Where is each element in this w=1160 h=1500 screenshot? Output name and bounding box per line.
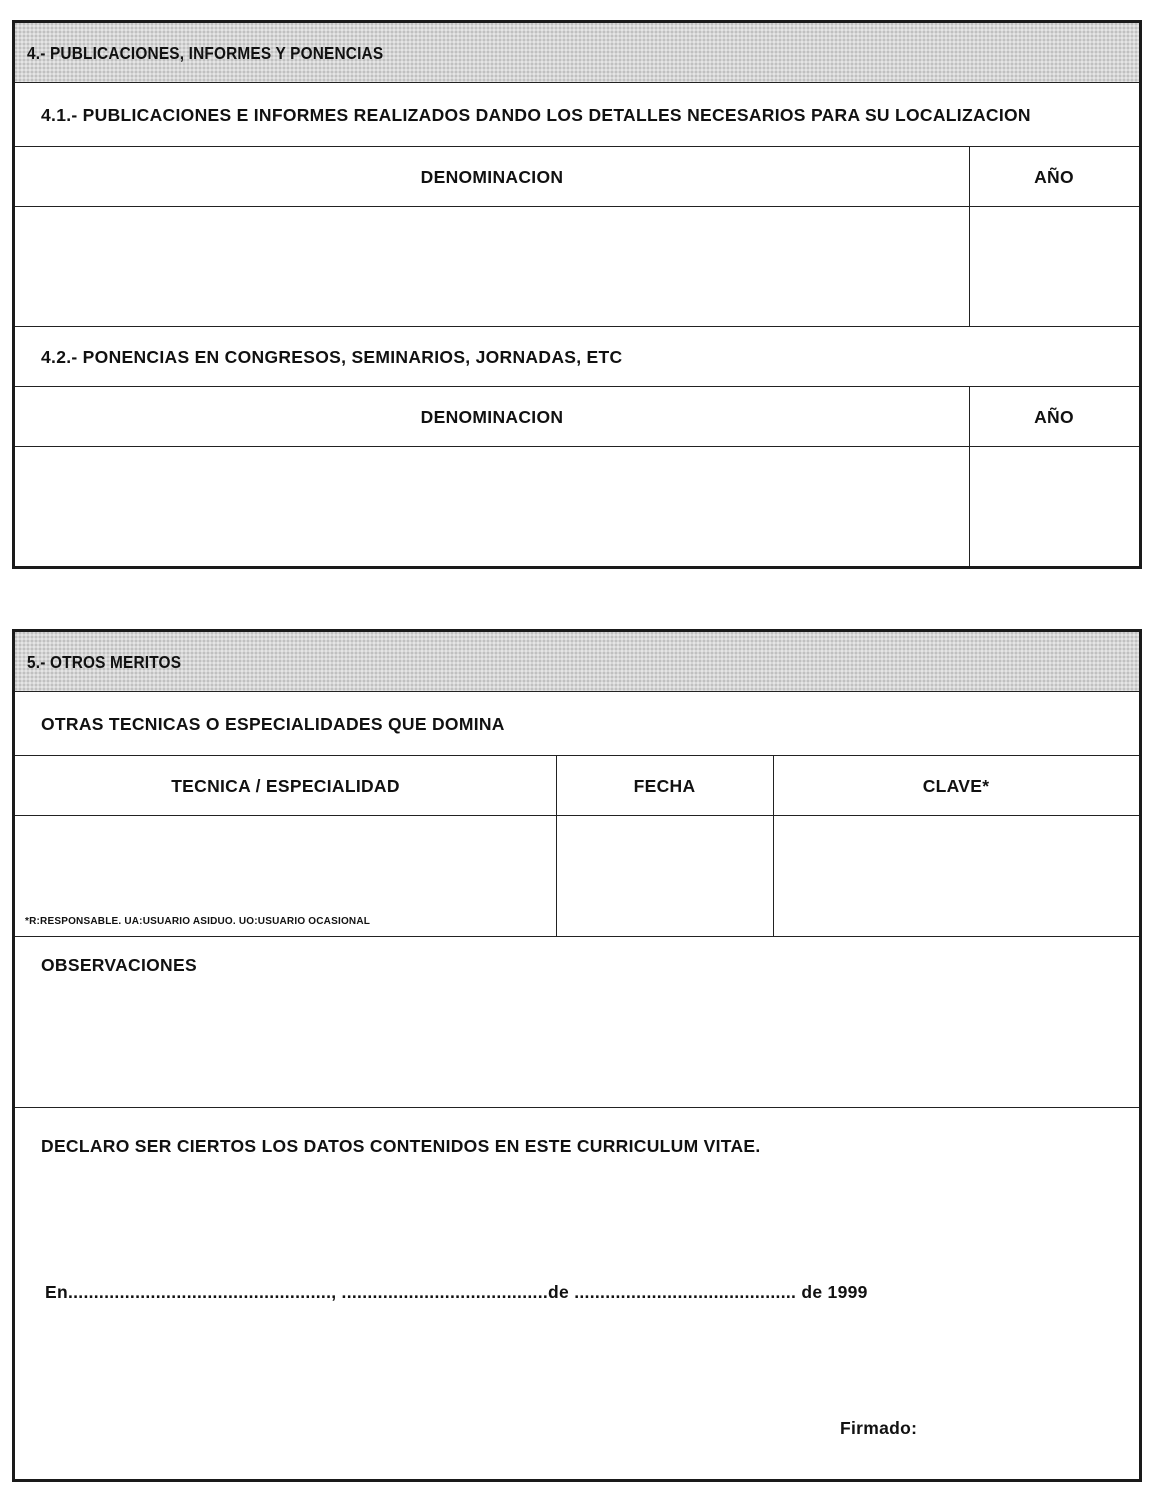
subsection-4-2-header bbox=[15, 327, 1139, 387]
tecnicas-column-header bbox=[15, 756, 1139, 816]
column-divider bbox=[969, 447, 970, 566]
denominacion-header: DENOMINACION bbox=[420, 167, 564, 187]
subsection-4-1-header bbox=[15, 83, 1139, 147]
ponencias-entry-row[interactable] bbox=[15, 447, 1139, 566]
ponencias-column-header bbox=[15, 387, 1139, 447]
place-date-line[interactable]: En..................................................., ........................................de ........................................... de 1999 bbox=[45, 1282, 868, 1302]
clave-footnote: *R:RESPONSABLE. UA:USUARIO ASIDUO. UO:USUARIO OCASIONAL bbox=[25, 916, 371, 927]
column-divider bbox=[969, 207, 970, 326]
observaciones-area[interactable] bbox=[15, 937, 1139, 1108]
otras-tecnicas-title: OTRAS TECNICAS O ESPECIALIDADES QUE DOMINA bbox=[41, 714, 505, 734]
section-4-header bbox=[15, 23, 1139, 83]
declaration-text: DECLARO SER CIERTOS LOS DATOS CONTENIDOS EN ESTE CURRICULUM VITAE. bbox=[41, 1136, 761, 1156]
column-divider bbox=[556, 816, 557, 936]
section-4-box bbox=[12, 20, 1142, 569]
tecnicas-entry-row[interactable] bbox=[15, 816, 1139, 937]
section-5-box bbox=[12, 629, 1142, 1482]
otras-tecnicas-header bbox=[15, 692, 1139, 756]
column-divider bbox=[773, 816, 774, 936]
publicaciones-entry-row[interactable] bbox=[15, 207, 1139, 327]
anio-header: AÑO bbox=[1034, 167, 1074, 187]
declaration-area bbox=[15, 1108, 1139, 1479]
observaciones-label: OBSERVACIONES bbox=[41, 955, 197, 975]
fecha-header: FECHA bbox=[633, 776, 696, 796]
section-5-header bbox=[15, 632, 1139, 692]
section-5-title: 5.- OTROS MERITOS bbox=[27, 652, 182, 672]
section-4-title: 4.- PUBLICACIONES, INFORMES Y PONENCIAS bbox=[27, 43, 384, 63]
tecnica-especialidad-header: TECNICA / ESPECIALIDAD bbox=[171, 776, 400, 796]
subsection-4-1-title: 4.1.- PUBLICACIONES E INFORMES REALIZADOS DANDO LOS DETALLES NECESARIOS PARA SU LOCALIZACION bbox=[41, 105, 1031, 125]
denominacion-header: DENOMINACION bbox=[420, 407, 564, 427]
clave-header: CLAVE* bbox=[922, 776, 990, 796]
firmado-label: Firmado: bbox=[840, 1418, 918, 1438]
subsection-4-2-title: 4.2.- PONENCIAS EN CONGRESOS, SEMINARIOS, JORNADAS, ETC bbox=[41, 347, 623, 367]
anio-header: AÑO bbox=[1034, 407, 1074, 427]
publicaciones-column-header bbox=[15, 147, 1139, 207]
